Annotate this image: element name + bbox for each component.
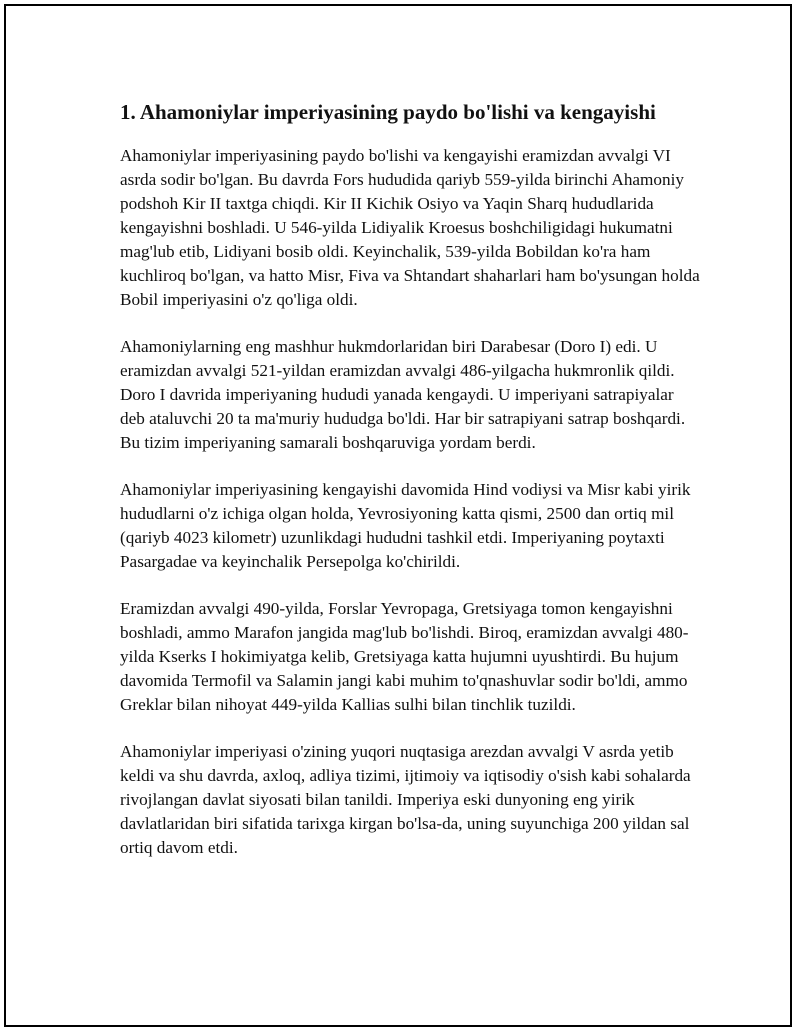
paragraph-3: Ahamoniylar imperiyasining kengayishi davomida Hind vodiysi va Misr kabi yirik hududlarni o'z ichiga olgan holda, Yevrosiyoning katta qismi, 2500 dan ortiq mil (qariyb 4023 kilometr) uzunlikdagi hududni tashkil etdi. Imperiyaning poytaxti Pasargadae va keyinchalik Persepolga ko'chirildi. xyxy=(120,480,691,571)
page-frame xyxy=(4,4,792,1027)
section-title: 1. Ahamoniylar imperiyasining paydo bo'lishi va kengayishi xyxy=(120,100,656,124)
document-body xyxy=(120,98,700,883)
paragraph-4: Eramizdan avvalgi 490-yilda, Forslar Yevropaga, Gretsiyaga tomon kengayishni boshladi, ammo Marafon jangida mag'lub bo'lishdi. Biroq, eramizdan avvalgi 480-yilda Kserks I hokimiyatga kelib, Gretsiyaga katta hujumni uyushtirdi. Bu hujum davomida Termofil va Salamin jangi kabi muhim to'qnashuvlar sodir bo'ldi, ammo Greklar bilan nihoyat 449-yilda Kallias sulhi bilan tinchlik tuzildi. xyxy=(120,599,689,714)
paragraph-5: Ahamoniylar imperiyasi o'zining yuqori nuqtasiga arezdan avvalgi V asrda yetib keldi va shu davrda, axloq, adliya tizimi, ijtimoiy va iqtisodiy o'sish kabi sohalarda rivojlangan davlat siyosati bilan tanildi. Imperiya eski dunyoning eng yirik davlatlaridan biri sifatida tarixga kirgan bo'lsa-da, uning suyunchiga 200 yildan sal ortiq davom etdi. xyxy=(120,742,691,857)
paragraph-2: Ahamoniylarning eng mashhur hukmdorlaridan biri Darabesar (Doro I) edi. U eramizdan avvalgi 521-yildan eramizdan avvalgi 486-yilgacha hukmronlik qildi. Doro I davrida imperiyaning hududi yanada kengaydi. U imperiyani satrapiyalar deb ataluvchi 20 ta ma'muriy hududga bo'ldi. Har bir satrapiyani satrap boshqardi. Bu tizim imperiyaning samarali boshqaruviga yordam berdi. xyxy=(120,337,686,452)
paragraph-1: Ahamoniylar imperiyasining paydo bo'lishi va kengayishi eramizdan avvalgi VI asrda sodir bo'lgan. Bu davrda Fors hududida qariyb 559-yilda birinchi Ahamoniy podshoh Kir II taxtga chiqdi. Kir II Kichik Osiyo va Yaqin Sharq hududlarida kengayishni boshladi. U 546-yilda Lidiyalik Kroesus boshchiligidagi hukumatni mag'lub etib, Lidiyani bosib oldi. Keyinchalik, 539-yilda Bobildan ko'ra ham kuchliroq bo'lgan, va hatto Misr, Fiva va Shtandart shaharlari ham bo'ysungan holda Bobil imperiyasini o'z qo'liga oldi. xyxy=(120,146,700,309)
